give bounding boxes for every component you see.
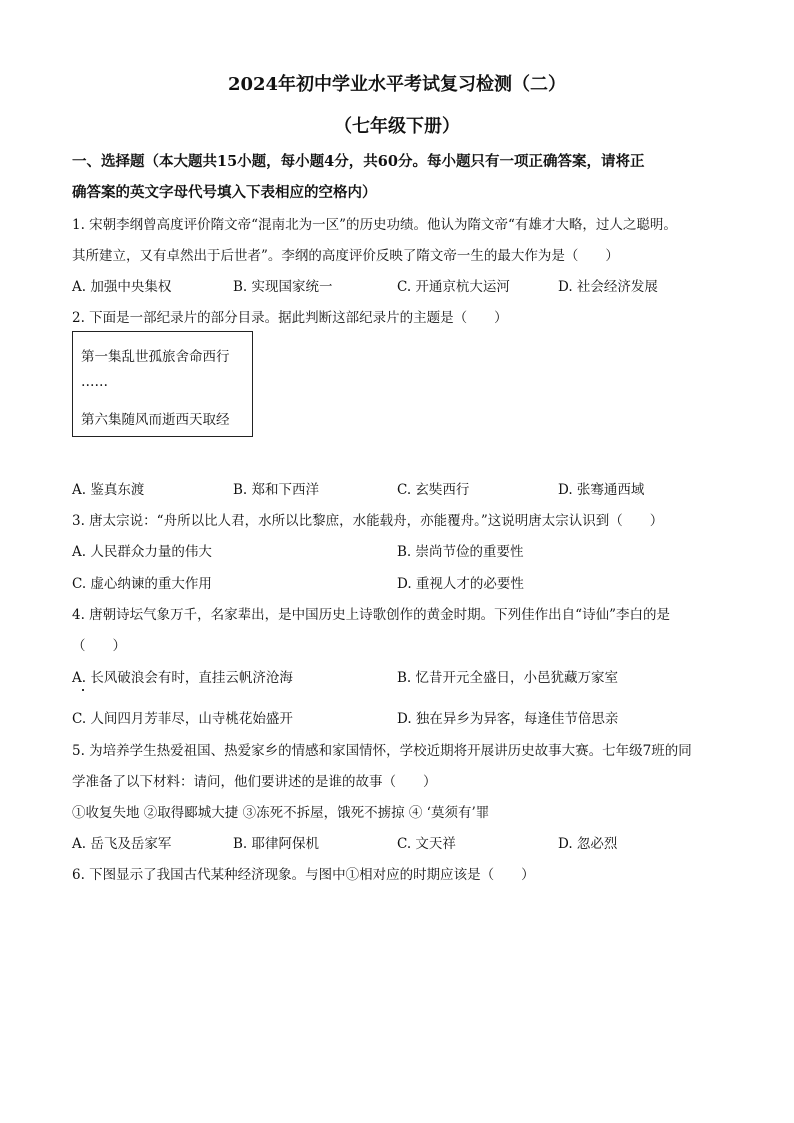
question-4-option-a: A. 长风破浪会有时，直挂云帆济沧海 — [72, 670, 293, 686]
page-subtitle: （七年级下册） — [334, 116, 460, 137]
question-1-line-1: 1. 宋朝李纲曾高度评价隋文帝“混南北为一区”的历史功绩。他认为隋文帝“有雄才大略，过人之聪明。 — [72, 217, 677, 233]
question-1-line-2: 其所建立，又有卓然出于后世者”。李纲的高度评价反映了隋文帝一生的最大作为是（ ） — [72, 248, 619, 264]
question-3-option-b: B. 崇尚节俭的重要性 — [397, 544, 524, 560]
question-2-option-a: A. 鉴真东渡 — [72, 482, 145, 498]
question-1-option-d: D. 社会经济发展 — [558, 279, 658, 295]
question-4-option-b: B. 忆昔开元全盛日，小邑犹藏万家室 — [397, 670, 619, 686]
question-5-line-1: 5. 为培养学生热爱祖国、热爱家乡的情感和家国情怀，学校近期将开展讲历史故事大赛。七年级7班的同 — [72, 743, 692, 759]
question-2-line-1: 2. 下面是一部纪录片的部分目录。据此判断这部纪录片的主题是（ ） — [72, 310, 508, 326]
question-3-option-c: C. 虚心纳谏的重大作用 — [72, 576, 212, 592]
stray-dot-mark — [82, 689, 84, 691]
question-1-option-c: C. 开通京杭大运河 — [397, 279, 510, 295]
question-5-option-a: A. 岳飞及岳家军 — [72, 836, 172, 852]
question-1-option-a: A. 加强中央集权 — [72, 279, 172, 295]
question-5-line-2: 学准备了以下材料：请问，他们要讲述的是谁的故事（ ） — [72, 774, 437, 790]
question-5-option-b: B. 耶律阿保机 — [233, 836, 320, 852]
documentary-episode-6: 第六集随风而逝西天取经 — [81, 412, 230, 428]
question-2-option-d: D. 张骞通西域 — [558, 482, 645, 498]
question-5-option-c: C. 文天祥 — [397, 836, 456, 852]
documentary-contents-box — [72, 331, 253, 437]
question-6-line-1: 6. 下图显示了我国古代某种经济现象。与图中①相对应的时期应该是（ ） — [72, 867, 535, 883]
question-1-option-b: B. 实现国家统一 — [233, 279, 333, 295]
question-3-option-d: D. 重视人才的必要性 — [397, 576, 524, 592]
question-2-option-b: B. 郑和下西洋 — [233, 482, 320, 498]
question-4-line-1: 4. 唐朝诗坛气象万千，名家辈出，是中国历史上诗歌创作的黄金时期。下列佳作出自“诗仙”李白的是 — [72, 607, 670, 623]
question-4-line-2: （ ） — [72, 638, 126, 654]
documentary-episode-1: 第一集乱世孤旅舍命西行 — [81, 349, 230, 365]
question-2-option-c: C. 玄奘西行 — [397, 482, 470, 498]
question-5-line-3: ①收复失地 ②取得郾城大捷 ③冻死不拆屋，饿死不掳掠 ④ ‘莫须有’罪 — [72, 805, 490, 821]
section-heading-line-1: 一、选择题（本大题共15小题，每小题4分，共60分。每小题只有一项正确答案，请将正 — [72, 153, 645, 170]
question-3-line-1: 3. 唐太宗说：“舟所以比人君，水所以比黎庶，水能载舟，亦能覆舟。”这说明唐太宗认识到（ ） — [72, 513, 664, 529]
question-5-option-d: D. 忽必烈 — [558, 836, 618, 852]
documentary-ellipsis: …… — [81, 374, 108, 390]
page-title: 2024年初中学业水平考试复习检测（二） — [227, 74, 567, 95]
section-heading-line-2: 确答案的英文字母代号填入下表相应的空格内） — [72, 184, 377, 201]
question-4-option-d: D. 独在异乡为异客，每逢佳节倍思亲 — [397, 711, 619, 727]
question-3-option-a: A. 人民群众力量的伟大 — [72, 544, 212, 560]
question-4-option-c: C. 人间四月芳菲尽，山寺桃花始盛开 — [72, 711, 293, 727]
